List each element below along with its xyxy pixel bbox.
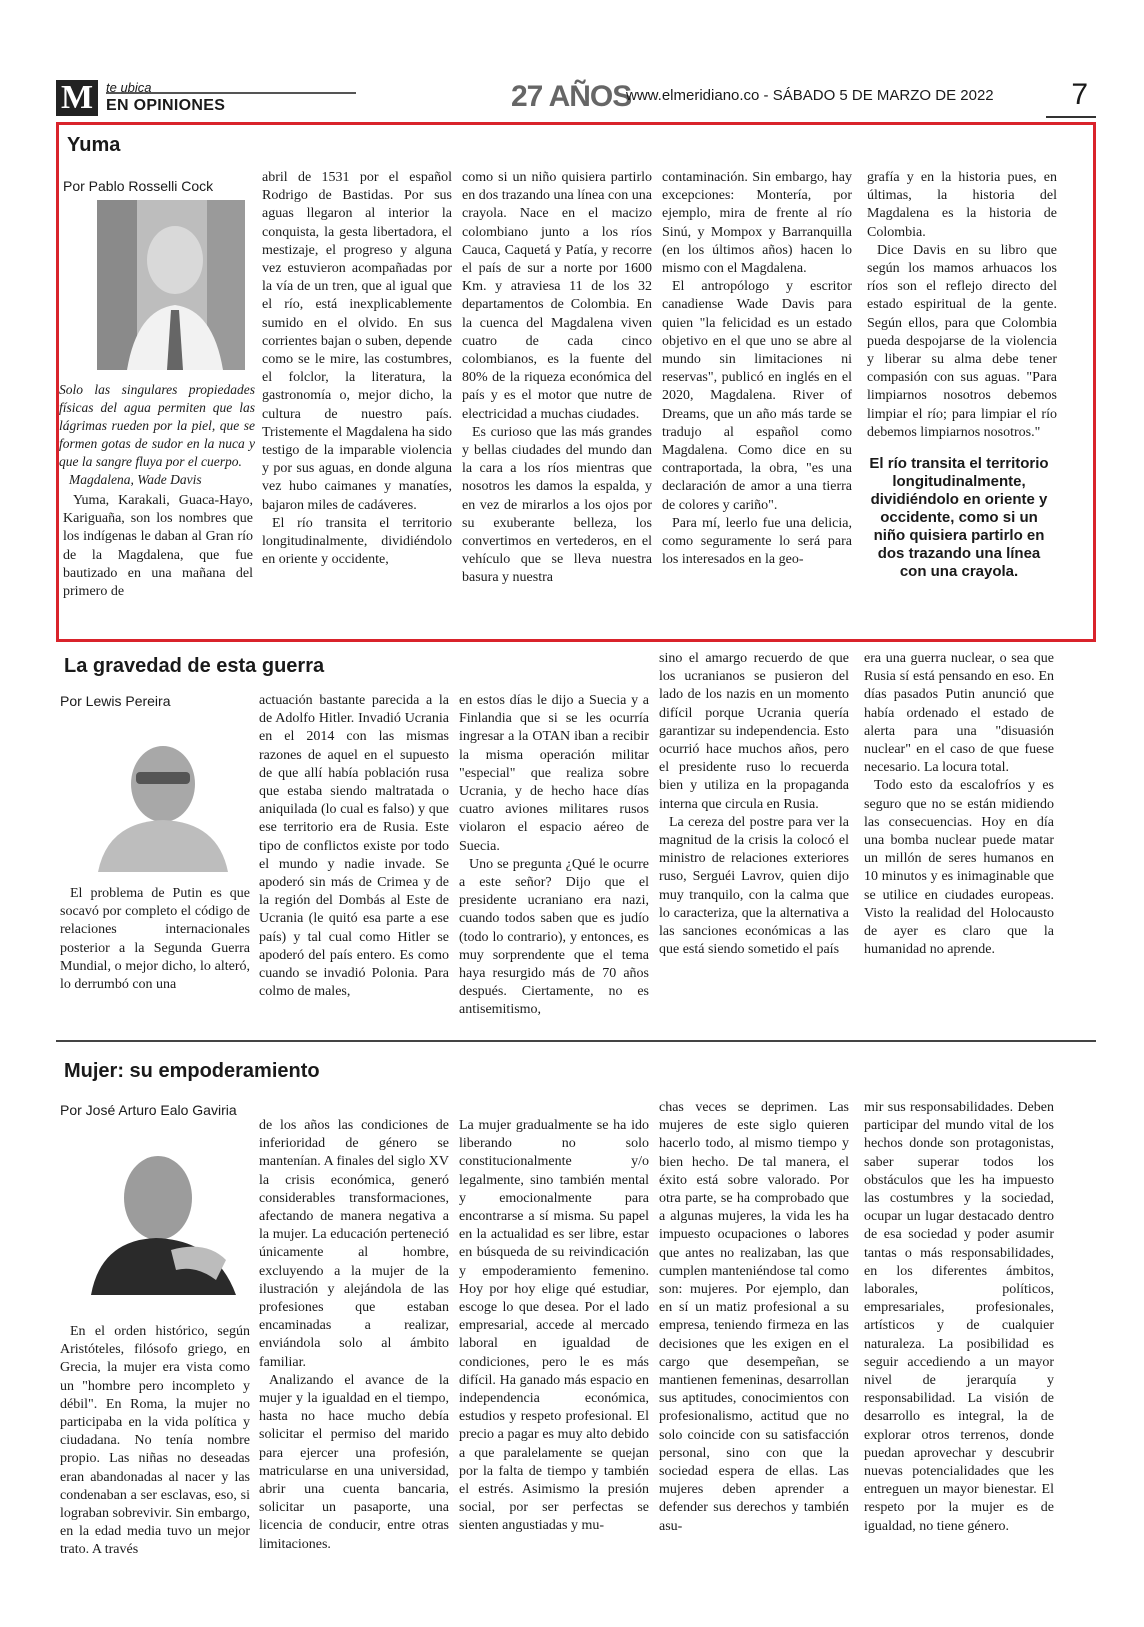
- section-divider: [56, 1040, 1096, 1042]
- dateline: www.elmeridiano.co - SÁBADO 5 DE MARZO DE 2022: [626, 87, 994, 104]
- caption-source: Magdalena, Wade Davis: [69, 472, 202, 487]
- article-column-1: [60, 1323, 250, 1560]
- author-photo: [78, 722, 248, 872]
- paragraph: actuación bastante parecida a la de Adolfo Hitler. Invadió Ucrania en el 2014 con las mismas razones de aquel en el supuesto de que allí había población rusa que estaba siendo maltratada o aniquilada (lo cual es falso) y que ese territorio era de Rusia. Este tipo de conflictos existe por todo el mundo y nadie invade. Se apoderó sin más de Crimea y de la región del Dombás al Este de Ucrania (le quitó esa parte a ese país) y tal cual como Hitler se apoderó del país entero. Es como cuando se invadió Polonia. Para colmo de males,: [259, 693, 449, 1000]
- paragraph: era una guerra nuclear, o sea que Rusia sí está pensando en eso. En días pasados Putin anunció que había ordenado el estado de alerta para una "disuasión nuclear" en el caso de que fuese necesario. La locura total.: [864, 651, 1054, 776]
- paragraph: de los años las condiciones de inferioridad de género se mantenían. A finales del siglo XV la crisis económica, generó considerables transformaciones, afectando de manera negativa a la mujer. La educación perteneció únicamente al hombre, excluyendo a la mujer de la ilustración y alejándola de las profesiones que estaban encaminadas a realizar, enviándola solo al ámbito familiar.: [259, 1118, 449, 1370]
- article-column-3: [459, 692, 649, 1020]
- paragraph: abril de 1531 por el español Rodrigo de Bastidas. Por sus aguas llegaron al interior la conquista, la gesta libertadora, el mestizaje, el progreso y alguna vez estuvieron acompañadas por la vía de un tren, que al igual que el río, está inexplicablemente sumido en el olvido. En sus corrientes bajan o suben, depende como se le mire, las costumbres, el folclor, la literatura, la gastronomía o, mejor dicho, la cultura de nuestro país. Tristemente el Magdalena ha sido testigo de la imparable violencia y por sus aguas, en donde alguna vez hubo caimanes y manatíes, bajaron miles de cadáveres.: [262, 170, 452, 513]
- paragraph: El problema de Putin es que socavó por completo el código de relaciones internacionales posterior a la Segunda Guerra Mundial, o mejor dicho, lo alteró, lo derrumbó con una: [60, 886, 250, 993]
- paragraph: sino el amargo recuerdo de que los ucranianos se pusieron del lado de los nazis en un momento difícil porque Ucrania quería garantizar su independencia. Esto ocurrió hace muchos años, pero el presidente ruso lo recuerda bien y utiliza en la propaganda interna que circula en Rusia.: [659, 651, 849, 812]
- article-column-5: [864, 650, 1054, 959]
- article-mujer: [56, 1055, 1096, 1585]
- paragraph: en estos días le dijo a Suecia y a Finlandia que si se les ocurría ingresar a la OTAN iban a recibir la misma operación militar "especial" que realiza sobre Ucrania, y de hecho hace días cuatro aviones militares rusos violaron el espacio aéreo de Suecia.: [459, 693, 649, 854]
- paragraph: como si un niño quisiera partirlo en dos trazando una línea con una crayola. Nace en el macizo colombiano junto a los ríos Cauca, Caquetá y Patía, y recorre el país de sur a norte por 1600 Km. y atraviesa 11 de los 32 departamentos de Colombia. En la cuenca del Magdalena viven cuatro de cada cinco colombianos, es la fuente del 80% de la riqueza económica del país y es el motor que nutre de electricidad a muchas ciudades.: [462, 170, 652, 422]
- paragraph: contaminación. Sin embargo, hay excepciones: Montería, por ejemplo, mira de frente al río Sinú, y Mompox y Barranquilla (en los últimos años) hacen lo mismo con el Magdalena.: [662, 170, 852, 277]
- article-column-2: [262, 169, 452, 569]
- article-byline: Por José Arturo Ealo Gaviria: [60, 1102, 237, 1118]
- paragraph: En el orden histórico, según Aristóteles, filósofo griego, en Grecia, la mujer era vista como un "hombre pero incompleto y débil". En Roma, la mujer no participaba en la vida política y ciudadana. No tenía nombre propio. Las niñas no deseadas eran abandonadas al nacer y las condenaban a ser esclavas, eso, si lograban sobrevivir. Sin embargo, en la edad media tuvo un mejor trato. A través: [60, 1324, 250, 1558]
- paragraph: mir sus responsabilidades. Deben participar del mundo vital de los hechos donde son protagonistas, saber superar todos los obstáculos que les ha impuesto las costumbres y la sociedad, ocupar un lugar destacado dentro de esa sociedad y poder asumir tantas o más responsabilidades, en los diferentes ámbitos, laborales, políticos, empresariales, profesionales, artísticos y de cualquier naturaleza. La posibilidad es seguir accediendo a un mayor nivel de jerarquía y responsabilidad. La visión de desarrollo es integral, la de explorar otros terrenos, donde puedan aprovechar y descubrir nuevas potencialidades que les entreguen un mayor bienestar. El respeto por la mujer es de igualdad, no tiene género.: [864, 1100, 1054, 1534]
- paragraph: La mujer gradualmente se ha ido liberando no solo constitucionalmente y/o legalmente, sino también mental y emocionalmente para encontrarse a sí misma. Su papel en la actualidad es ser libre, estar en búsqueda de su reivindicación y empoderamiento femenino. Hoy por hoy elige qué estudiar, escoge lo que desea. Por el lado empresarial, accede al mercado laboral en igualdad de condiciones, pero le es más difícil. Ha ganado más espacio en independencia económica, estudios y respeto profesional. El precio a pagar es muy alto debido a que paralelamente se quejan por la falta de tiempo y también el estrés. Asimismo la presión social, por ser perfectas se sienten angustiadas y mu-: [459, 1118, 649, 1534]
- paragraph: grafía y en la historia pues, en últimas, la historia del Magdalena es la historia de Colombia.: [867, 170, 1057, 240]
- caption-text: Solo las singulares propiedades físicas del agua permiten que las lágrimas rueden por la piel, que se formen gotas de sudor en la nuca y que la sangre fluya por el cuerpo.: [59, 382, 255, 469]
- paragraph: La cereza del postre para ver la magnitud de la crisis la colocó el ministro de relaciones exteriores ruso, Serguéi Lavrov, quien dijo muy tranquilo, con la calma que lo caracteriza, que la alternativa a las sanciones económicas a las que está siendo sometido el país: [659, 814, 849, 958]
- article-title: Yuma: [67, 134, 121, 156]
- article-column-3: [459, 1117, 649, 1536]
- paragraph: Es curioso que las más grandes y bellas ciudades del mundo dan la cara a los ríos mientras que nosotros les damos la espalda, y en vez de mirarlos a los ojos por su exuberante belleza, los convertimos en vertederos, en el vehículo que se lleva nuestra basura y nuestra: [462, 424, 652, 586]
- page-number: 7: [1071, 78, 1088, 111]
- article-yuma: [56, 122, 1096, 642]
- paragraph: Todo esto da escalofríos y es seguro que no se están midiendo las consecuencias. Hoy en día una bomba nuclear puede matar un millón de seres humanos en 10 minutos y es inimaginable que se utilice en ciudades europeas. Visto la realidad del Holocausto de ayer es claro que la humanidad no aprende.: [864, 778, 1054, 958]
- article-gravedad: [56, 650, 1096, 1030]
- article-column-5: [867, 169, 1057, 442]
- page-header: [56, 80, 1096, 122]
- article-byline: Por Pablo Rosselli Cock: [63, 178, 214, 194]
- article-column-4: [659, 1099, 849, 1536]
- article-column-3: [462, 169, 652, 588]
- paragraph: El antropólogo y escritor canadiense Wade Davis para quien "la felicidad es un estado objetivo en el que uno se abre al mundo sin limitaciones ni reservas", publicó en inglés en el 2020, Magdalena. River of Dreams, que un año más tarde se tradujo al español como Magdalena. Como dice en su contraportada, la obra, "es una declaración de amor a una tierra de colores y cariño".: [662, 279, 852, 513]
- section-kicker: te ubica: [106, 80, 152, 95]
- photo-caption: [59, 381, 255, 489]
- section-name: EN OPINIONES: [106, 97, 226, 114]
- paragraph: El río transita el territorio longitudinalmente, dividiéndolo en oriente y occidente,: [262, 515, 452, 568]
- page-number-rule: [1046, 116, 1096, 118]
- newspaper-logo: M: [56, 80, 98, 116]
- paragraph: Analizando el avance de la mujer y la igualdad en el tiempo, hasta no hace mucho debía solicitar el permiso del marido para ejercer una profesión, matricularse en una universidad, abrir una cuenta bancaria, solicitar un pasaporte, una licencia de conducir, entre otras limitaciones.: [259, 1372, 449, 1552]
- article-column-2: [259, 1117, 449, 1554]
- article-title: Mujer: su empoderamiento: [64, 1060, 320, 1082]
- article-column-2: [259, 692, 449, 1001]
- paragraph: Para mí, leerlo fue una delicia, como seguramente lo será para los interesados en la geo-: [662, 515, 852, 568]
- article-byline: Por Lewis Pereira: [60, 693, 171, 709]
- article-column-1: [63, 492, 253, 601]
- article-column-4: [662, 169, 852, 569]
- article-column-4: [659, 650, 849, 959]
- article-column-5: [864, 1099, 1054, 1536]
- paragraph: Dice Davis en su libro que según los mamos arhuacos los ríos son el reflejo directo del estado espiritual de la gente. Según ellos, para que Colombia pueda despojarse de la violencia y liberar su alma debe tener compasión con sus aguas. "Para limpiarnos nosotros debemos limpiar el río; para limpiar el río debemos limpiarnos nosotros.": [867, 242, 1057, 440]
- article-column-1: [60, 885, 250, 994]
- anniversary-logo: 27 AÑOS: [511, 80, 632, 113]
- author-photo: [76, 1130, 251, 1295]
- paragraph: Yuma, Karakali, Guaca-Hayo, Kariguaña, son los nombres que los indígenas le daban al Gran río de la Magdalena, que fue bautizado en una mañana del primero de: [63, 493, 253, 600]
- author-photo: [97, 200, 245, 370]
- pull-quote: El río transita el territorio longitudinalmente, dividiéndolo en oriente y occidente, como si un niño quisiera partirlo en dos trazando una línea con una crayola.: [869, 455, 1049, 580]
- paragraph: Uno se pregunta ¿Qué le ocurre a este señor? Dijo que el presidente ucraniano era nazi, cuando todos saben que es judío (todo lo contrario), y entonces, es muy sorprendente que el tema haya resurgido más de 70 años después. Ciertamente, no es antisemitismo,: [459, 856, 649, 1018]
- article-title: La gravedad de esta guerra: [64, 655, 325, 677]
- paragraph: chas veces se deprimen. Las mujeres de este siglo quieren hacerlo todo, al mismo tiempo y bien hecho. De tal manera, el éxito está sobre valorado. Por otra parte, se ha comprobado que a algunas mujeres, la vida les ha impuesto ocupaciones o labores que antes no realizaban, las que cumplen manteniéndose tal como son: mujeres. Por ejemplo, dan en sí un matiz profesional a su empresa, teniendo firmeza en las decisiones que les exigen en el cargo que desempeñan, se mantienen femeninas, desarrollan sus aptitudes, conocimientos con profesionalismo, actitud que no solo coincide con su satisfacción personal, sino con que la sociedad espera de ellas. Las mujeres deben aprender a defender sus derechos y también asu-: [659, 1100, 849, 1534]
